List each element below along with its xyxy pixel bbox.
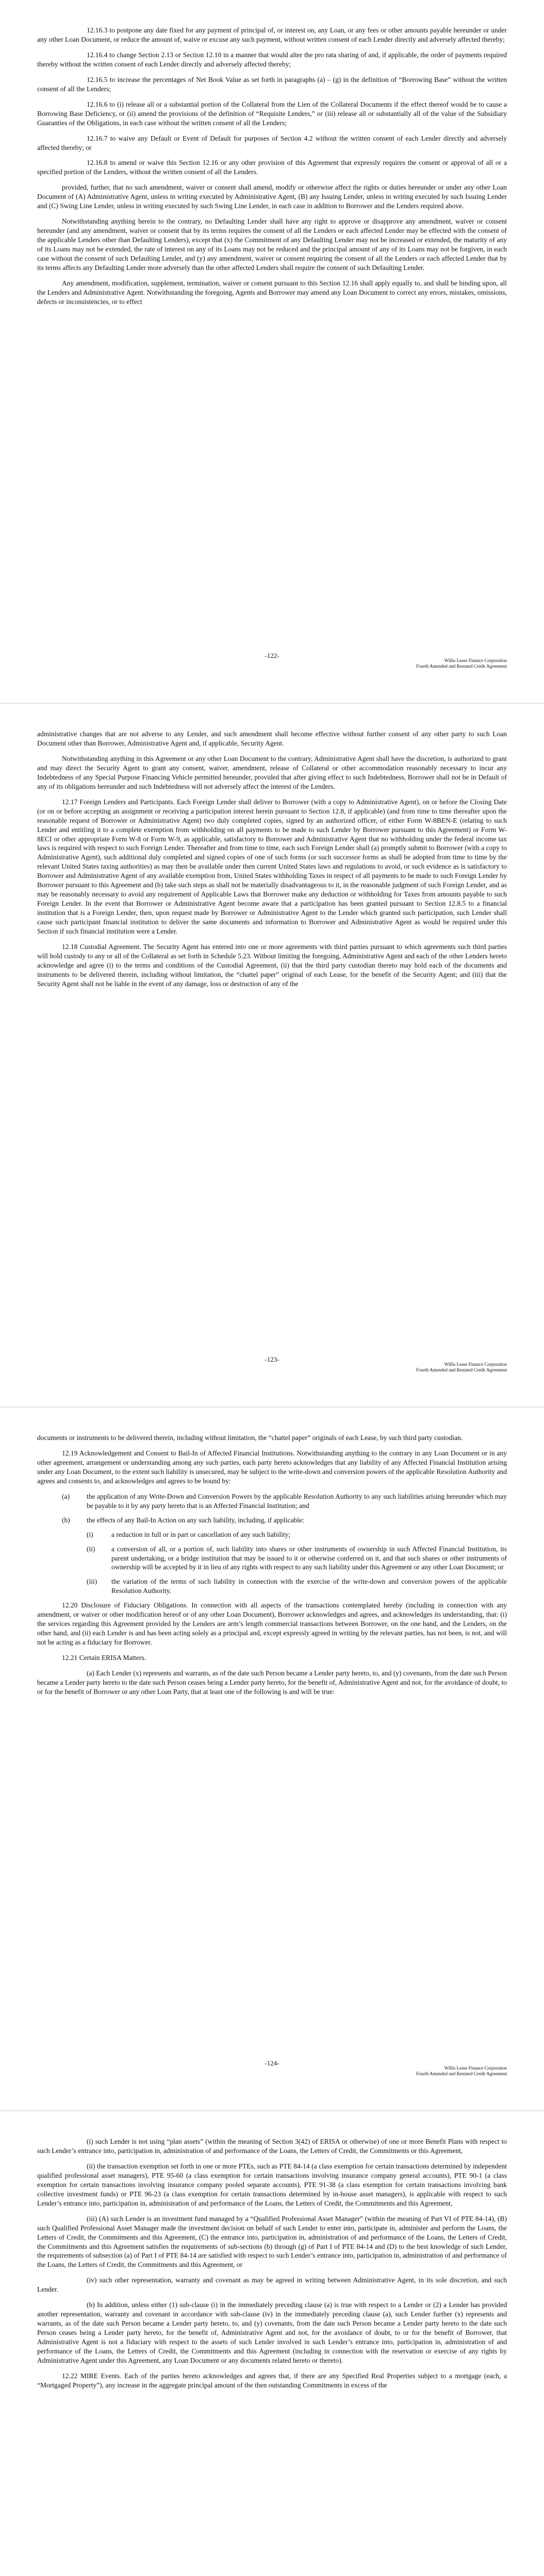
para-12-17-foreign-lenders: 12.17 Foreign Lenders and Participants. Each Foreign Lender shall deliver to Borrower (with a copy to Administrative Agent), on or before the Closing Date (or on or before accepting an assignment or receiving a participation interest herein pursuant to Section 12.8, if applicable) (and from time to time thereafter upon the reasonable request of Borrower or Administrative Agent) two duly completed copies, signed by an authorized officer, of either Form W-8BEN-E (relating to such Lender and entitling it to a complete exemption from withholding on all payments to be made to such Lender by Borrower pursuant to this Agreement) or Form W-8ECI or other appropriate Form W-8 or Form W-9, as applicable, satisfactory to Borrower and Administrative Agent that no withholding under the federal income tax laws is required with respect to such Foreign Lender. Thereafter and from time to time, each such Foreign Lender shall (a) promptly submit to Borrower (with a copy to Administrative Agent), such additional duly completed and signed copies of one of such forms (or such successor forms as shall be adopted from time to time by the relevant United States taxing authorities) as may then be available under then current United States laws and regulations to avoid, or such evidence as is satisfactory to Borrower and Administrative Agent of any available exemption from, United States withholding Taxes in respect of all payments to be made to such Foreign Lender by Borrower pursuant to this Agreement and (b) take such steps as shall not be materially disadvantageous to it, in the reasonable judgment of such Foreign Lender, and as may be reasonably necessary to avoid any requirement of Applicable Laws that Borrower make any deduction or withholding for Taxes from amounts payable to such Foreign Lender. In the event that Borrower or Administrative Agent become aware that a participation has been granted pursuant to Section 12.8.5 to a financial institution that is a Foreign Lender, then, upon request made by Borrower or Administrative Agent to the Lender which granted such participation, such Lender shall cause such participant financial institution to deliver the same documents and information to Borrower and Administrative Agent as would be required under this Section if such financial institution were a Lender. xyxy=(37,798,507,936)
item-text: a reduction in full or in part or cancellation of any such liability; xyxy=(111,1530,291,1538)
item-label: (i) xyxy=(87,1530,93,1538)
para-12-20-fiduciary: 12.20 Disclosure of Fiduciary Obligations. In connection with all aspects of the transactions contemplated hereby (including in connection with any amendment, or waiver or other modification hereof or of any other Loan Document), Borrower acknowledges and agrees, and acknowledges its understanding, that: (i) the services regarding this Agreement provided by the Lenders are arm’s length commercial transactions between Borrower, on the one hand, and the Lenders, on the other hand, and (ii) each Lender is and has been acting solely as a principal and, except expressly agreed in writing by the relevant parties, has not been, is not, and will not be acting as a fiduciary for Borrower. xyxy=(37,1601,507,1647)
bail-in-item-iii xyxy=(37,1577,507,1596)
footer-company-block xyxy=(416,658,507,670)
page-number: -124- xyxy=(265,2059,279,2067)
item-label: (b) xyxy=(62,1516,70,1524)
item-text: a conversion of all, or a portion of, such liability into shares or other instruments of ownership in such Affected Financial Institution, its parent undertaking, or a bridge institution that may be issued to it or otherwise conferred on it, and that such shares or other instruments of ownership will be accepted by it in lieu of any rights with respect to any such liability under this Agreement or any other Loan Document; or xyxy=(111,1545,507,1571)
para-administrative-changes: administrative changes that are not adverse to any Lender, and such amendment shall become effective without further consent of any other party to such Loan Document other than Borrower, Administrative Agent and, if applicable, Security Agent. xyxy=(37,730,507,747)
page-footer xyxy=(37,2059,507,2080)
para-12-22-mire: 12.22 MIRE Events. Each of the parties hereto acknowledges and agrees that, if there are any Specified Real Properties subject to a mortgage (each, a “Mortgaged Property”), any increase in the aggregate principal amount of the then outstanding Commitments in excess of the xyxy=(37,2371,507,2389)
page-123 xyxy=(0,704,544,1407)
item-label: (a) xyxy=(62,1492,70,1500)
para-documents-instruments: documents or instruments to be delivered therein, including without limitation, the “chattel paper” originals of each Lease, by such third party custodian. xyxy=(37,1434,463,1442)
para-12-18-custodial: 12.18 Custodial Agreement. The Security Agent has entered into one or more agreements with third parties pursuant to which agreements such third parties will hold custody to any or all of the Collateral as set forth in Schedule 5.23. Without limiting the foregoing, Administrative Agent and each of the other Lenders hereto acknowledge and agree (i) to the terms and conditions of the Custodial Agreement, (ii) that the third party custodian thereto may hold each of the documents and instruments to be delivered therein, including without limitation, the “chattel paper” original of each Lease, for the benefit of the Security Agent; and (iii) that the Security Agent shall not be liable in the event of any damage, loss or destruction of any of the xyxy=(37,943,507,988)
para-notwithstanding-spv: Notwithstanding anything in this Agreement or any other Loan Document to the contrary, Administrative Agent shall have the discretion, is authorized to grant and may direct the Security Agent to grant any consent, waiver, amendment, release of Collateral or other accommodation reasonably necessary to incur any Indebtedness of any Special Purpose Financing Vehicle permitted hereunder, provided that after giving effect to such Indebtedness, Borrower shall not be in Default of any of its obligations hereunder and such Indebtedness will not adversely affect the interest of the Lenders. xyxy=(37,754,507,790)
footer-agreement: Fourth Amended and Restated Credit Agreement xyxy=(416,664,507,669)
footer-company: Willis Lease Finance Corporation xyxy=(444,2065,507,2071)
para-12-16-8: 12.16.8 to amend or waive this Section 12.16 or any other provision of this Agreement that expressly requires the consent or approval of all or a specified portion of the Lenders, without the written consent of all the Lenders. xyxy=(37,159,507,176)
page-number: -122- xyxy=(265,652,279,659)
page-number: -123- xyxy=(265,1355,279,1363)
bail-in-item-i xyxy=(37,1530,507,1539)
footer-company: Willis Lease Finance Corporation xyxy=(444,1362,507,1367)
bail-in-item-ii xyxy=(37,1545,507,1572)
para-erisa-iv: (iv) such other representation, warranty and covenant as may be agreed in writing between Administrative Agent, in its sole discretion, and such Lender. xyxy=(37,2276,507,2294)
para-provided-further: provided, further, that no such amendment, waiver or consent shall amend, modify or otherwise affect the rights or duties hereunder or under any other Loan Document of (A) Administrative Agent, unless in writing executed by Administrative Agent, (B) any Issuing Lender, unless in writing executed by such Issuing Lender and (C) Swing Line Lender, unless in writing executed by such Swing Line Lender, in each case in addition to Borrower and the Lenders required above. xyxy=(37,183,507,210)
bail-in-item-a xyxy=(37,1492,507,1511)
para-12-16-7: 12.16.7 to waive any Default or Event of Default for purposes of Section 4.2 without the written consent of each Lender directly and adversely affected thereby; or xyxy=(37,134,507,151)
page-125 xyxy=(0,2111,544,2576)
footer-agreement: Fourth Amended and Restated Credit Agreement xyxy=(416,2071,507,2077)
para-12-19-bail-in: 12.19 Acknowledgement and Consent to Bail-In of Affected Financial Institutions. Notwithstanding anything to the contrary in any Loan Document or in any other agreement, arrangement or understanding among any such parties, each party hereto acknowledges that any liability of any Affected Financial Institution arising under any Loan Document, to the extent such liability is unsecured, may be subject to the write-down and conversion powers of the applicable Resolution Authority and agrees and consents to, and acknowledges and agrees to be bound by: xyxy=(37,1449,507,1485)
page-footer xyxy=(37,652,507,672)
page-122 xyxy=(0,0,544,703)
para-12-16-3: 12.16.3 to postpone any date fixed for any payment of principal of, or interest on, any Loan, or any fees or other amounts payable hereunder or under any other Loan Document, or reduce the amount of, waive or excuse any such payment, without written consent of each Lender directly and adversely affected thereby; xyxy=(37,26,507,43)
para-erisa-i: (i) such Lender is not using “plan assets” (within the meaning of Section 3(42) of ERISA or otherwise) of one or more Benefit Plans with respect to such Lender’s entrance into, participation in, administration of and performance of the Loans, the Letters of Credit, the Commitments or this Agreement, xyxy=(37,2138,507,2155)
page-124 xyxy=(0,1408,544,2111)
footer-company: Willis Lease Finance Corporation xyxy=(444,658,507,663)
footer-company-block xyxy=(416,2065,507,2077)
para-12-16-5: 12.16.5 to increase the percentages of Net Book Value as set forth in paragraphs (a) – (g) in the definition of “Borrowing Base” without the written consent of all the Lenders; xyxy=(37,75,507,93)
para-defaulting-lender: Notwithstanding anything herein to the contrary, no Defaulting Lender shall have any right to approve or disapprove any amendment, waiver or consent hereunder (and any amendment, waiver or consent that by its terms requires the consent of all the Lenders or each affected Lender may be effected with the consent of the applicable Lenders other than Defaulting Lenders), except that (x) the Commitment of any Defaulting Lender may not be increased or extended, the maturity of any of its Loans may not be extended, the rate of interest on any of its Loans may not be reduced and the principal amount of any of its Loans may not be forgiven, in each case without the consent of such Defaulting Lender, and (y) any amendment, waiver or consent requiring the consent of all the Lenders or each affected Lender that by its terms affects any Defaulting Lender more adversely than the other affected Lenders shall require the consent of such Defaulting Lender. xyxy=(37,217,507,272)
bail-in-item-b xyxy=(37,1516,507,1525)
para-erisa-a: (a) Each Lender (x) represents and warrants, as of the date such Person became a Lender party hereto, to, and (y) covenants, from the date such Person became a Lender party hereto to the date such Person ceases being a Lender party hereto, for the benefit of, Administrative Agent and not, for the avoidance of doubt, to or for the benefit of Borrower or any other Loan Party, that at least one of the following is and will be true: xyxy=(37,1669,507,1696)
para-erisa-ii: (ii) the transaction exemption set forth in one or more PTEs, such as PTE 84-14 (a class exemption for certain transactions determined by independent qualified professional asset managers), PTE 95-60 (a class exemption for certain transactions involving insurance company general accounts), PTE 90-1 (a class exemption for certain transactions involving insurance company pooled separate accounts), PTE 91-38 (a class exemption for certain transactions involving bank collective investment funds) or PTE 96-23 (a class exemption for certain transactions determined by in-house asset managers), is applicable with respect to such Lender’s entrance into, participation in, administration of and performance of the Loans, the Letters of Credit, the Commitments and this Agreement, xyxy=(37,2162,507,2207)
para-12-16-4: 12.16.4 to change Section 2.13 or Section 12.10 in a manner that would alter the pro rata sharing of and, if applicable, the order of payments required thereby without the written consent of each Lender directly and adversely affected thereby; xyxy=(37,50,507,68)
heading-12-21-erisa: 12.21 Certain ERISA Matters. xyxy=(62,1654,146,1662)
item-label: (iii) xyxy=(87,1578,97,1586)
item-label: (ii) xyxy=(87,1545,95,1553)
footer-agreement: Fourth Amended and Restated Credit Agreement xyxy=(416,1367,507,1373)
page-footer xyxy=(37,1355,507,1376)
item-text: the application of any Write-Down and Conversion Powers by the applicable Resolution Authority to any such liabilities arising hereunder which may be payable to it by any party hereto that is an Affected Financial Institution; and xyxy=(87,1492,507,1510)
para-erisa-iii: (iii) (A) such Lender is an investment fund managed by a “Qualified Professional Asset Manager” (within the meaning of Part VI of PTE 84-14), (B) such Qualified Professional Asset Manager made the investment decision on behalf of such Lender to enter into, participate in, administer and perform the Loans, the Letters of Credit, the Commitments and this Agreement, (C) the entrance into, participation in, administration of and performance of the Loans, the Letters of Credit, the Commitments and this Agreement satisfies the requirements of sub-sections (b) through (g) of Part I of PTE 84-14 and (D) to the best knowledge of such Lender, the requirements of subsection (a) of Part I of PTE 84-14 are satisfied with respect to such Lender’s entrance into, participation in, administration of and performance of the Loans, the Letters of Credit, the Commitments and this Agreement, or xyxy=(37,2214,507,2269)
para-12-16-6: 12.16.6 to (i) release all or a substantial portion of the Collateral from the Lien of the Collateral Documents if the effect thereof would be to cause a Borrowing Base Deficiency, or (ii) amend the provisions of the definition of “Requisite Lenders,” or (iii) release all or substantially all of the value of the Subsidiary Guaranties of the Obligations, in each case without the written consent of all the Lenders; xyxy=(37,100,507,127)
item-text: the effects of any Bail-In Action on any such liability, including, if applicable: xyxy=(87,1516,304,1524)
para-erisa-b: (b) In addition, unless either (1) sub-clause (i) in the immediately preceding clause (a) is true with respect to a Lender or (2) a Lender has provided another representation, warranty and covenant in accordance with sub-clause (iv) in the immediately preceding clause (a), such Lender further (x) represents and warrants, as of the date such Person became a Lender party hereto, to, and (y) covenants, from the date such Person became a Lender party hereto to the date such Person ceases being a Lender party hereto, for the benefit of, Administrative Agent and not, for the avoidance of doubt, to or for the benefit of Borrower, that Administrative Agent is not a fiduciary with respect to the assets of such Lender involved in such Lender’s entrance into, participation in, administration of and performance of the Loans, the Letters of Credit, the Commitments and this Agreement (including in connection with the reservation or exercise of any rights by Administrative Agent under this Agreement, any Loan Document or any documents related hereto or thereto). xyxy=(37,2301,507,2365)
footer-company-block xyxy=(416,1362,507,1374)
item-text: the variation of the terms of such liability in connection with the exercise of the write-down and conversion powers of the applicable Resolution Authority. xyxy=(111,1578,507,1595)
para-any-amendment: Any amendment, modification, supplement, termination, waiver or consent pursuant to this Section 12.16 shall apply equally to, and shall be binding upon, all the Lenders and Administrative Agent. Notwithstanding the foregoing, Agents and Borrower may amend any Loan Document to correct any errors, mistakes, omissions, defects or inconsistencies, or to effect xyxy=(37,279,507,306)
